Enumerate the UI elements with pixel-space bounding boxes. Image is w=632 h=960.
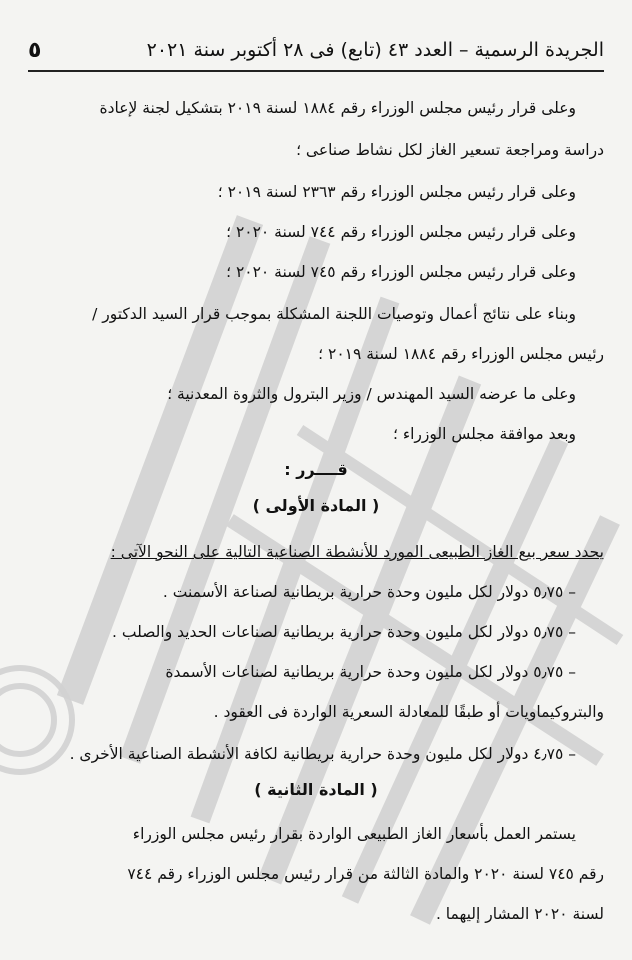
preamble-line: دراسة ومراجعة تسعير الغاز لكل نشاط صناعى ؛ (296, 141, 604, 159)
price-item-continuation: والبتروكيماويات أو طبقًا للمعادلة السعرية الواردة فى العقود . (213, 703, 604, 721)
page-number: ٥ (28, 37, 42, 63)
preamble-line: وبناء على نتائج أعمال وتوصيات اللجنة المشكلة بموجب قرار السيد الدكتور / (92, 305, 576, 323)
article-2-line: رقم ٧٤٥ لسنة ٢٠٢٠ والمادة الثالثة من قرار رئيس مجلس الوزراء رقم ٧٤٤ (127, 865, 604, 883)
price-item: – ٥٫٧٥ دولار لكل مليون وحدة حرارية بريطانية لصناعات الحديد والصلب . (112, 623, 576, 641)
price-item: – ٥٫٧٥ دولار لكل مليون وحدة حرارية بريطانية لصناعات الأسمدة (165, 663, 576, 681)
preamble-line: وعلى ما عرضه السيد المهندس / وزير البترول والثروة المعدنية ؛ (167, 385, 576, 403)
preamble-line: وعلى قرار رئيس مجلس الوزراء رقم ١٨٨٤ لسنة ٢٠١٩ بتشكيل لجنة لإعادة (99, 99, 576, 117)
article-2-heading: ( المادة الثانية ) (254, 780, 378, 799)
decision-heading: قــــرر : (284, 460, 348, 479)
page-header (28, 30, 604, 72)
preamble-line: وعلى قرار رئيس مجلس الوزراء رقم ٧٤٥ لسنة ٢٠٢٠ ؛ (226, 263, 576, 281)
article-2-line: يستمر العمل بأسعار الغاز الطبيعى الواردة بقرار رئيس مجلس الوزراء (132, 825, 576, 843)
preamble-line: وعلى قرار رئيس مجلس الوزراء رقم ٢٣٦٣ لسنة ٢٠١٩ ؛ (217, 183, 576, 201)
preamble-line: وعلى قرار رئيس مجلس الوزراء رقم ٧٤٤ لسنة ٢٠٢٠ ؛ (226, 223, 576, 241)
article-1-intro: يحدد سعر بيع الغاز الطبيعى المورد للأنشطة الصناعية التالية على النحو الآتى : (110, 543, 604, 561)
price-item: – ٤٫٧٥ دولار لكل مليون وحدة حرارية بريطانية لكافة الأنشطة الصناعية الأخرى . (69, 745, 576, 763)
preamble-line: وبعد موافقة مجلس الوزراء ؛ (392, 425, 576, 443)
header-title: الجريدة الرسمية – العدد ٤٣ (تابع) فى ٢٨ أكتوبر سنة ٢٠٢١ (146, 39, 604, 61)
price-item: – ٥٫٧٥ دولار لكل مليون وحدة حرارية بريطانية لصناعة الأسمنت . (162, 583, 576, 601)
article-1-heading: ( المادة الأولى ) (252, 496, 380, 515)
preamble-line: رئيس مجلس الوزراء رقم ١٨٨٤ لسنة ٢٠١٩ ؛ (318, 345, 604, 363)
article-2-line: لسنة ٢٠٢٠ المشار إليهما . (435, 905, 604, 923)
